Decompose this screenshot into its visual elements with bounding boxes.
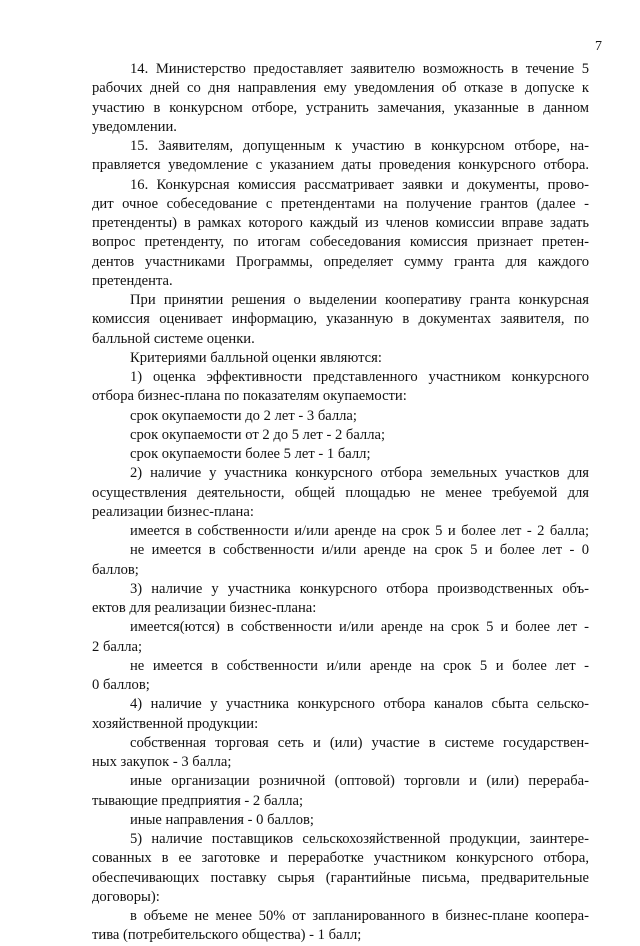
text-line: претендента. [92,272,173,289]
text-line: отбора бизнес-плана по показателям окупаемости: [92,388,407,405]
text-line: не имеется в собственности и/или аренде на срок 5 и более лет - 0 [130,542,589,559]
text-line: иные организации розничной (оптовой) торговли и (или) перераба- [130,773,589,790]
text-line: балльной системе оценки. [92,330,255,347]
text-line: дит очное собеседование с претендентами на получение грантов (далее - [92,195,589,212]
page-number: 7 [595,39,602,54]
text-line: 2 балла; [92,638,143,655]
text-line: правляется уведомление с указанием даты проведения конкурсного отбора. [92,157,589,174]
text-line: 0 баллов; [92,677,150,693]
text-line: собственная торговая сеть и (или) участие в системе государствен- [130,734,589,751]
text-line: дентов участниками Программы, определяет сумму гранта для каждого [92,253,589,270]
text-line: Критериями балльной оценки являются: [130,349,382,366]
text-line: ектов для реализации бизнес-плана: [92,600,317,616]
text-line: баллов; [92,561,139,578]
text-line: рабочих дней со дня направления ему уведомления об отказе в допуске к [92,80,589,97]
document-body [92,60,589,946]
text-line: срок окупаемости более 5 лет - 1 балл; [130,446,371,462]
text-line: договоры): [92,888,160,905]
text-line: тывающие предприятия - 2 балла; [92,792,304,809]
text-line: претенденты) в рамках которого каждый из членов комиссии вправе задать [92,215,589,231]
text-line: иные направления - 0 баллов; [130,811,314,828]
text-line: уведомлении. [92,118,177,135]
text-line: 2) наличие у участника конкурсного отбора земельных участков для [130,465,589,482]
text-line: При принятии решения о выделении кооперативу гранта конкурсная [130,292,589,308]
text-line: хозяйственной продукции: [92,715,259,732]
text-line: имеется(ются) в собственности и/или аренде на срок 5 и более лет - [130,619,589,636]
text-line: комиссия оценивает информацию, указанную в документах заявителя, по [92,311,589,328]
text-line: 15. Заявителям, допущенным к участию в конкурсном отборе, на- [130,138,589,154]
text-line: имеется в собственности и/или аренде на срок 5 и более лет - 2 балла; [130,523,589,539]
text-line: не имеется в собственности и/или аренде на срок 5 и более лет - [130,657,589,674]
text-line: тива (потребительского общества) - 1 балл; [92,927,362,944]
text-line: обеспечивающих поставку сырья (гарантийные письма, предварительные [92,869,589,886]
text-line: вопрос претенденту, по итогам собеседования комиссия признает претен- [92,234,589,251]
text-line: 14. Министерство предоставляет заявителю возможность в течение 5 [130,61,589,77]
text-line: 3) наличие у участника конкурсного отбора производственных объ- [130,580,589,597]
text-line: 4) наличие у участника конкурсного отбора каналов сбыта сельско- [130,696,589,713]
text-line: 5) наличие поставщиков сельскохозяйственной продукции, заинтере- [130,831,589,847]
text-line: ных закупок - 3 балла; [92,754,232,770]
text-line: реализации бизнес-плана: [92,503,254,520]
text-line: срок окупаемости до 2 лет - 3 балла; [130,407,357,424]
text-line: срок окупаемости от 2 до 5 лет - 2 балла; [130,426,386,443]
text-line: участию в конкурсном отборе, устранить замечания, указанные в данном [92,99,589,116]
text-line: осуществления деятельности, общей площадью не менее требуемой для [92,484,589,501]
text-line: 1) оценка эффективности представленного участником конкурсного [130,369,589,385]
text-line: в объеме не менее 50% от запланированного в бизнес-плане коопера- [130,908,589,924]
text-line: 16. Конкурсная комиссия рассматривает заявки и документы, прово- [130,176,589,193]
text-line: сованных в ее заготовке и переработке участником конкурсного отбора, [92,850,589,867]
